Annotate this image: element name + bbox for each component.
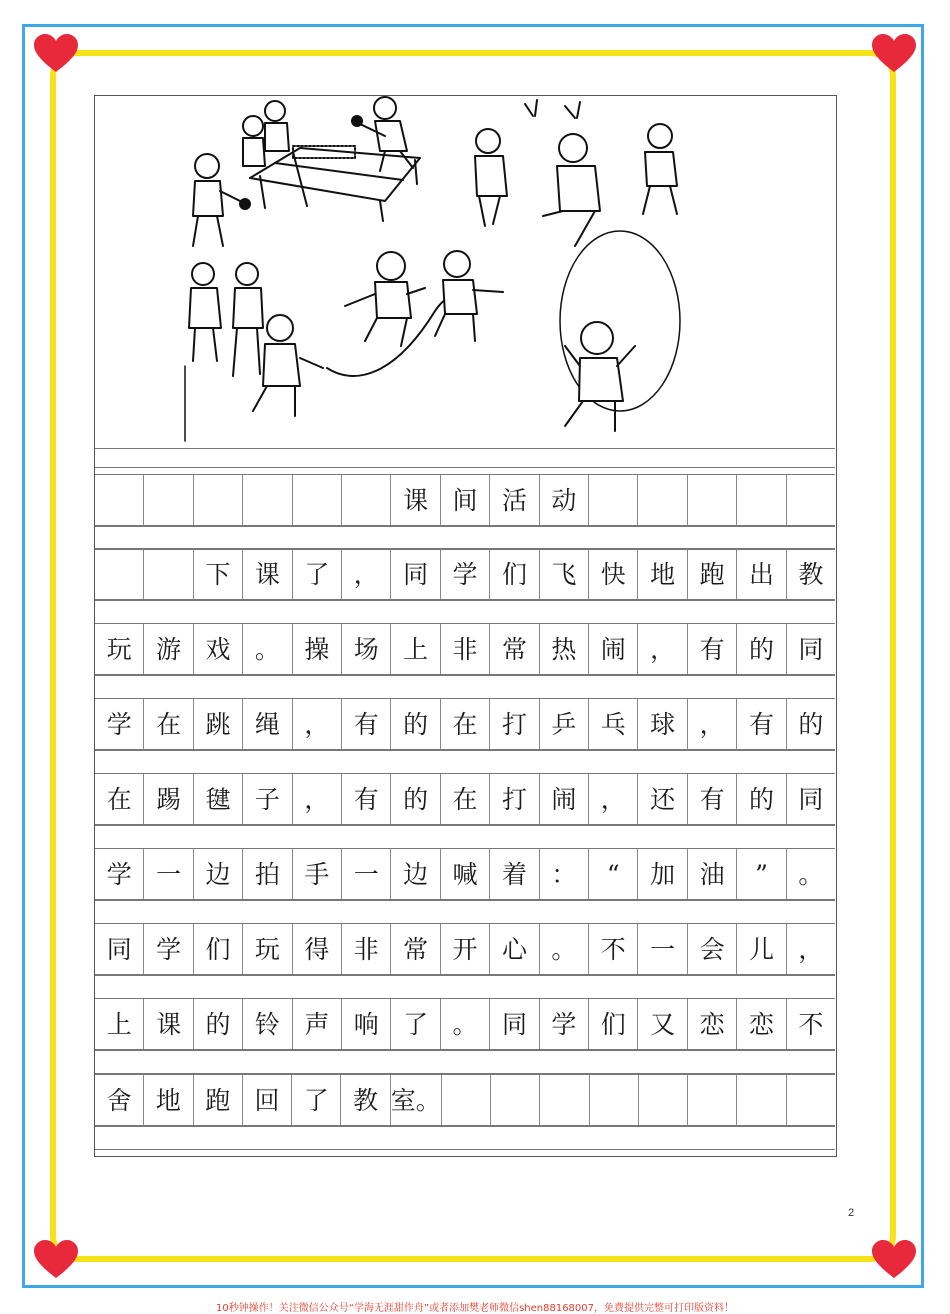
grid-cell: 学 bbox=[95, 699, 144, 749]
grid-cell: 地 bbox=[144, 1075, 193, 1125]
grid-cell: 常 bbox=[490, 624, 539, 674]
grid-cell bbox=[243, 475, 292, 525]
grid-cell bbox=[342, 475, 391, 525]
spacer-band bbox=[95, 1050, 835, 1074]
grid-cell: 玩 bbox=[243, 924, 292, 974]
grid-cell: ， bbox=[293, 774, 342, 824]
grid-cell: 闹 bbox=[589, 624, 638, 674]
grid-cell: 学 bbox=[540, 999, 589, 1049]
grid-cell: 同 bbox=[798, 784, 824, 814]
grid-cell bbox=[293, 475, 342, 525]
spacer-band bbox=[95, 675, 835, 699]
grid-cell bbox=[590, 1075, 639, 1125]
essay-row bbox=[95, 773, 835, 825]
grid-cell: 跳 bbox=[194, 699, 243, 749]
grid-cell: 了 bbox=[293, 549, 342, 599]
grid-cell: 课 bbox=[243, 549, 292, 599]
grid-cell: 教 bbox=[341, 1075, 390, 1125]
grid-cell: 得 bbox=[293, 924, 342, 974]
heart-icon bbox=[34, 1240, 78, 1280]
essay-row bbox=[95, 998, 835, 1050]
grid-cell: 加 bbox=[638, 849, 687, 899]
essay-row bbox=[95, 923, 835, 975]
grid-cell bbox=[144, 549, 193, 599]
grid-cell: 的 bbox=[391, 774, 440, 824]
grid-cell: 们 bbox=[589, 999, 638, 1049]
grid-cell: 边 bbox=[391, 849, 440, 899]
recess-playground-drawing-icon bbox=[95, 96, 835, 448]
grid-cell: 子 bbox=[243, 774, 292, 824]
grid-cell bbox=[589, 475, 638, 525]
heart-icon bbox=[872, 34, 916, 74]
grid-cell bbox=[491, 1075, 540, 1125]
essay-row bbox=[95, 698, 835, 750]
grid-cell: 了 bbox=[292, 1075, 341, 1125]
grid-cell bbox=[144, 475, 193, 525]
page-number: 2 bbox=[848, 1207, 855, 1219]
grid-cell: ， bbox=[638, 624, 687, 674]
grid-cell: 球 bbox=[638, 699, 687, 749]
grid-cell: 拍 bbox=[243, 849, 292, 899]
grid-cell: 课 bbox=[144, 999, 193, 1049]
grid-cell: 玩 bbox=[95, 624, 144, 674]
grid-cell: 游 bbox=[144, 624, 193, 674]
grid-cell: 儿 bbox=[737, 924, 786, 974]
grid-cell: 在 bbox=[144, 699, 193, 749]
spacer-band bbox=[95, 1126, 835, 1150]
grid-cell: 绳 bbox=[243, 699, 292, 749]
grid-cell: 动 bbox=[540, 475, 589, 525]
grid-cell: 有 bbox=[342, 699, 391, 749]
footer-notice: 10秒钟操作！关注微信公众号“学海无涯甜作舟”或者添加樊老师微信shen88168007，免费提供完整可打印版资料！ bbox=[215, 1303, 735, 1314]
spacer-band bbox=[95, 600, 835, 624]
grid-cell: 同 bbox=[490, 999, 539, 1049]
grid-cell: 会 bbox=[688, 924, 737, 974]
grid-cell: 的 bbox=[798, 709, 824, 739]
grid-cell: 有 bbox=[737, 699, 786, 749]
grid-cell: 快 bbox=[589, 549, 638, 599]
grid-cell bbox=[638, 475, 687, 525]
heart-icon bbox=[34, 34, 78, 74]
grid-cell: 边 bbox=[194, 849, 243, 899]
grid-cell: 出 bbox=[737, 549, 786, 599]
grid-cell bbox=[194, 475, 243, 525]
grid-cell: 声 bbox=[293, 999, 342, 1049]
grid-cell: 的 bbox=[194, 999, 243, 1049]
grid-cell bbox=[787, 1075, 835, 1125]
grid-cell: 同 bbox=[798, 634, 824, 664]
grid-cell: 恋 bbox=[688, 999, 737, 1049]
grid-cell: 的 bbox=[737, 774, 786, 824]
grid-cell: 在 bbox=[441, 774, 490, 824]
grid-cell: 着 bbox=[490, 849, 539, 899]
grid-cell: 室。 bbox=[391, 1075, 442, 1125]
grid-cell: 下 bbox=[194, 549, 243, 599]
grid-cell: 喊 bbox=[441, 849, 490, 899]
grid-cell: 响 bbox=[342, 999, 391, 1049]
grid-cell: 间 bbox=[441, 475, 490, 525]
grid-cell: 有 bbox=[688, 624, 737, 674]
essay-row bbox=[95, 1074, 835, 1126]
grid-cell bbox=[688, 1075, 737, 1125]
grid-cell: 不 bbox=[798, 1009, 824, 1039]
grid-cell: 非 bbox=[441, 624, 490, 674]
grid-cell bbox=[737, 475, 786, 525]
grid-cell: ， bbox=[342, 549, 391, 599]
grid-cell bbox=[442, 1075, 491, 1125]
grid-cell: 恋 bbox=[737, 999, 786, 1049]
grid-cell: “ bbox=[589, 849, 638, 899]
grid-cell: 飞 bbox=[540, 549, 589, 599]
grid-cell: 热 bbox=[540, 624, 589, 674]
grid-cell: 一 bbox=[638, 924, 687, 974]
grid-cell: 一 bbox=[144, 849, 193, 899]
grid-cell: 铃 bbox=[243, 999, 292, 1049]
grid-cell bbox=[95, 475, 144, 525]
grid-cell: 操 bbox=[293, 624, 342, 674]
grid-cell: 教 bbox=[798, 559, 824, 589]
grid-cell bbox=[787, 475, 835, 525]
grid-cell bbox=[540, 1075, 589, 1125]
heart-icon bbox=[872, 1240, 916, 1280]
grid-cell: 在 bbox=[95, 774, 144, 824]
grid-cell: 。 bbox=[441, 999, 490, 1049]
grid-cell: 上 bbox=[391, 624, 440, 674]
grid-cell: 又 bbox=[638, 999, 687, 1049]
grid-cell: 。 bbox=[243, 624, 292, 674]
essay-row bbox=[95, 848, 835, 900]
grid-cell: 乒 bbox=[540, 699, 589, 749]
grid-cell bbox=[688, 475, 737, 525]
grid-cell: 。 bbox=[798, 859, 824, 889]
grid-cell: 毽 bbox=[194, 774, 243, 824]
grid-cell: 打 bbox=[490, 699, 539, 749]
spacer-band bbox=[95, 825, 835, 849]
spacer-band bbox=[95, 526, 835, 550]
spacer-band bbox=[95, 448, 835, 468]
essay-row bbox=[95, 548, 835, 600]
grid-cell: 们 bbox=[490, 549, 539, 599]
grid-cell: 戏 bbox=[194, 624, 243, 674]
grid-cell: 有 bbox=[342, 774, 391, 824]
grid-cell: ： bbox=[540, 849, 589, 899]
grid-cell: 同 bbox=[391, 549, 440, 599]
writing-sheet bbox=[94, 95, 837, 1157]
spacer-band bbox=[95, 750, 835, 774]
grid-cell bbox=[737, 1075, 786, 1125]
grid-cell: 。 bbox=[540, 924, 589, 974]
essay-row bbox=[95, 623, 835, 675]
spacer-band bbox=[95, 975, 835, 999]
grid-cell: 的 bbox=[737, 624, 786, 674]
grid-cell: 上 bbox=[95, 999, 144, 1049]
grid-cell: ， bbox=[293, 699, 342, 749]
grid-cell: 的 bbox=[391, 699, 440, 749]
grid-cell: 常 bbox=[391, 924, 440, 974]
grid-cell: 场 bbox=[342, 624, 391, 674]
grid-cell: 不 bbox=[589, 924, 638, 974]
title-row bbox=[95, 474, 835, 526]
grid-cell: 学 bbox=[95, 849, 144, 899]
spacer-band bbox=[95, 900, 835, 924]
grid-cell: 有 bbox=[688, 774, 737, 824]
grid-cell: ” bbox=[737, 849, 786, 899]
grid-cell: 活 bbox=[490, 475, 539, 525]
grid-cell bbox=[639, 1075, 688, 1125]
grid-cell: ， bbox=[688, 699, 737, 749]
grid-cell: 学 bbox=[441, 549, 490, 599]
grid-cell: 回 bbox=[243, 1075, 292, 1125]
grid-cell: 学 bbox=[144, 924, 193, 974]
grid-cell: 课 bbox=[391, 475, 440, 525]
grid-cell: ， bbox=[589, 774, 638, 824]
grid-cell: 还 bbox=[638, 774, 687, 824]
grid-cell: 闹 bbox=[540, 774, 589, 824]
grid-cell: 舍 bbox=[95, 1075, 144, 1125]
grid-cell: 乓 bbox=[589, 699, 638, 749]
grid-cell: 非 bbox=[342, 924, 391, 974]
grid-cell bbox=[95, 549, 144, 599]
grid-cell: 油 bbox=[688, 849, 737, 899]
grid-cell: 跑 bbox=[194, 1075, 243, 1125]
grid-cell: 打 bbox=[490, 774, 539, 824]
grid-cell: 手 bbox=[293, 849, 342, 899]
grid-cell: 开 bbox=[441, 924, 490, 974]
grid-cell: ， bbox=[798, 934, 824, 964]
grid-cell: 在 bbox=[441, 699, 490, 749]
grid-cell: 踢 bbox=[144, 774, 193, 824]
grid-cell: 一 bbox=[342, 849, 391, 899]
grid-cell: 们 bbox=[194, 924, 243, 974]
grid-cell: 同 bbox=[95, 924, 144, 974]
grid-cell: 地 bbox=[638, 549, 687, 599]
grid-cell: 心 bbox=[490, 924, 539, 974]
grid-cell: 跑 bbox=[688, 549, 737, 599]
grid-cell: 了 bbox=[391, 999, 440, 1049]
